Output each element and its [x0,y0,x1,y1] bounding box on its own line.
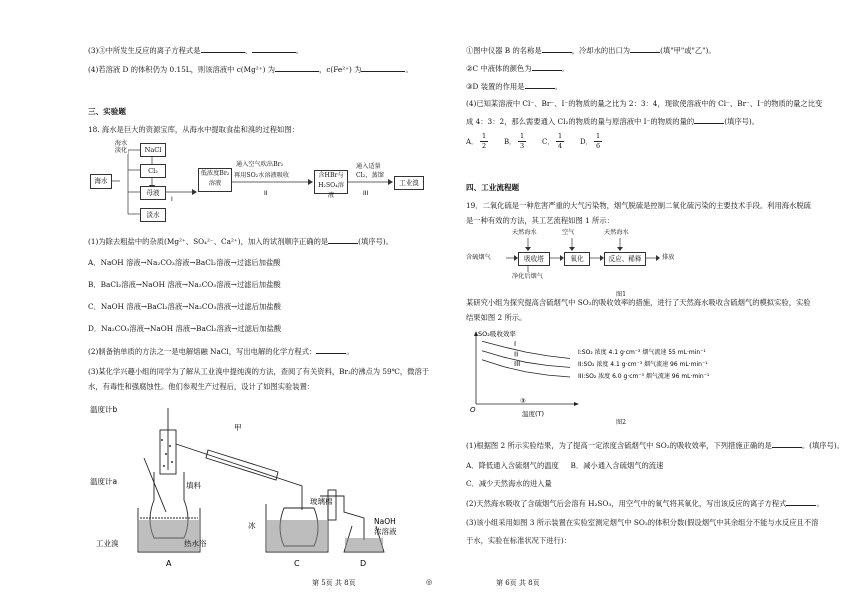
fraction-numerator: 1 [596,132,601,140]
q18-r2: ②C 中液体的颜色为 。 [466,64,569,73]
step-label-ii: II [264,190,268,197]
series-label-1: I [514,340,517,349]
q18-option-b: B．BaCl₂溶液→NaOH 溶液→Na₂CO₃溶液→过滤后加盐酸 [88,280,281,289]
q19-sub2: (2)天然海水吸收了含硫烟气后会溶有 H₂SO₃，用空气中的氧气将其氧化，写出该反应的离子方程式 。 [466,499,824,508]
q19-sub1-options-ab: A．降低通入含硫烟气的温度 B．减小通入含硫烟气的流速 [466,461,664,470]
q19-paragraph-line2: 结果如图 2 所示。 [466,313,527,322]
series-label-2: II [514,350,519,359]
chart-ylabel: SO₂吸收效率 [478,330,516,338]
flow-fresh-water: 淡水 [140,208,166,222]
label-hot-water-bath: 热水浴 [184,539,207,548]
label-ice: 冰 [248,521,256,530]
flow-low-br2: 低浓度Br₂溶液 [198,168,232,192]
q17-part4: (4)若溶液 D 的体积仍为 0.15L，则该溶液中 c(Mg²⁺) 为 ，c(Fe²⁺) 为 。 [88,65,413,74]
flow1-oxidation: 氧化 [564,252,590,266]
legend-entry-1: I:SO₂ 浓度 4.1 g·cm⁻³ 烟气流速 55 mL·min⁻¹ [578,349,706,356]
q19-sub3-line2: 于水，实验在标准状况下进行)： [466,536,572,545]
q18-sub3-line2: 水，有毒性和强腐蚀性。他们参观生产过程后，设计了如图实验装置： [88,382,315,391]
series-line-1 [482,341,570,358]
fraction-denominator: 4 [558,142,563,150]
q18-sub2: (2)制备钠单质的方法之一是电解熔融 NaCl，写出电解的化学方程式： 。 [88,347,354,356]
flow1-discharge: 排放 [662,254,675,261]
q18-option-d: D．Na₂CO₃溶液→NaOH 溶液→BaCl₂溶液→过滤后加盐酸 [88,324,282,333]
flow-desal: 海水淡化 [114,140,128,154]
flow1-absorber: 吸收塔 [518,252,550,266]
q19-sub1: (1)根据图 2 所示实验结果，为了提高一定浓度含硫烟气中 SO₂的吸收效率，下列措施正确的是 。(填序号)。 [466,441,845,450]
q19-stem-line1: 19．二氧化硫是一种危害严重的大气污染物，烟气脱硫是控制二氧化硫污染的主要技术手段。利用海水脱硫 [466,201,811,210]
label-thermometer-b: 温度计b [90,405,118,414]
fraction-denominator: 6 [596,142,601,150]
flow1-caption: 图1 [616,291,627,298]
q18-r4-line1: (4)已知某溶液中 Cl⁻、Br⁻、I⁻的物质的量之比为 2：3：4，现欲使溶液中的 Cl⁻、Br⁻、I⁻的物质的量之比变 [466,99,823,108]
flow1-reaction: 反应、稀释 [604,252,646,266]
q19-sub1-option-c: C．减少天然海水的进入量 [466,479,552,488]
q18-option-c: C．NaOH 溶液→BaCl₂溶液→Na₂CO₃溶液→过滤后加盐酸 [88,302,281,311]
label-packing: 填料 [186,481,201,490]
flow-hbr-h2so4: 含HBr与H₂SO₄溶液 [314,170,348,194]
q18-r1: ①图中仪器 B 的名称是 ，冷却水的出口为 (填"甲"或"乙")。 [466,46,716,55]
flow-seawater: 海水 [90,174,112,189]
step-label-iii: III [363,190,369,197]
flow1-seawater-1: 天然海水 [512,229,537,236]
footer-page-right: 第 6页 共 8页 [496,579,540,587]
flow-step3-top: 通入适量 [356,163,381,170]
label-c: C [294,559,300,568]
chart-origin: O [470,406,476,414]
step-label-i: I [171,196,173,203]
legend-entry-3: III:SO₂ 浓度 6.0 g·cm⁻³ 烟气流速 96 mL·min⁻¹ [578,373,710,380]
q18-stem: 18. 海水是巨大的资源宝库，从海水中提取食盐和溴的过程如图： [88,125,299,134]
flow1-seawater-2: 天然海水 [604,229,629,236]
fraction-numerator: 1 [520,132,525,140]
fraction-numerator: 1 [482,132,487,140]
chart-marker: ③ [520,397,526,405]
fraction-option-label: B． [504,138,517,146]
fraction-denominator: 3 [520,142,525,150]
q19-paragraph-line1: 某研究小组为探究提高含硫烟气中 SO₂的吸收效率的措施，进行了天然海水吸收含硫烟气的模拟实验，实验 [466,298,811,307]
flow-nacl: NaCl [140,143,166,157]
q19-stem-line2: 是一种有效的方法，其工艺流程如图 1 所示： [466,216,614,225]
legend-entry-2: II:SO₂ 浓度 4.1 g·cm⁻³ 烟气流速 96 mL·min⁻¹ [578,361,708,368]
label-jia: 甲 [234,423,242,432]
q18-flow-diagram [88,140,438,230]
flow-industrial-br: 工业溴 [394,176,424,190]
flow-cl2: Cl₂ [140,164,166,178]
fig2-svg [466,326,710,418]
q19-sub3-line1: (3)该小组采用如图 3 所示装置在实验室测定烟气中 SO₂的体积分数(假设烟气中其余组分不能与水反应且不溶 [466,518,819,527]
section-title-experiment: 三、实验题 [88,107,126,116]
fraction-option-label: C． [542,138,555,146]
chart-xlabel: 温度(T) [522,410,545,418]
label-naoh-conc: 浓溶液 [374,527,397,536]
label-a: A [166,559,172,568]
flow-mother-liquor: 母液 [140,186,166,200]
q18-r4-line2: 成 4：3：2，那么需要通入 Cl₂的物质的量与原溶液中 I⁻的物质的量的 (填序号)。 [466,117,760,126]
q18-sub1: (1)为除去粗盐中的杂质(Mg²⁺、SO₄²⁻、Ca²⁺)，加入的试剂顺序正确的是 (填序号)。 [88,237,394,246]
footer-center-mark: ◎ [426,578,433,586]
fig2-chart [466,326,816,428]
fraction-denominator: 2 [482,142,487,150]
label-d: D [360,559,367,568]
apparatus-drawing [88,400,438,572]
flow1-air: 空气 [562,229,575,236]
label-naoh: NaOH [374,517,396,526]
q18-option-a: A．NaOH 溶液→Na₂CO₃溶液→BaCl₂溶液→过滤后加盐酸 [88,258,281,267]
q18-r3: ③D 装置的作用是 。 [466,82,562,91]
label-thermometer-a: 温度计a [90,477,118,486]
q19-flow-diagram [466,228,816,308]
fraction-option-label: D． [580,138,593,146]
footer-page-left: 第 5页 共 8页 [312,579,356,587]
q17-part3: (3)③中所发生反应的离子方程式是 、 。 [88,46,304,55]
fig2-caption: 图2 [616,419,627,426]
flow-step2-top: 通入空气吹出Br₂ [236,161,284,168]
fraction-numerator: 1 [558,132,563,140]
fraction-option-label: A． [466,138,479,146]
fraction-options [466,132,666,154]
label-industrial-bromine: 工业溴 [96,539,119,548]
label-glass-wool: 玻璃棉 [310,497,333,506]
q18-sub3-line1: (3)某化学兴趣小组的同学为了解从工业溴中提纯溴的方法，查阅了有关资料，Br₂的沸点为 59℃，微溶于 [88,367,430,376]
flow-step3-bot: Cl₂，蒸馏 [356,172,384,179]
series-label-3: III [514,359,521,368]
flow1-clean-gas: 净化后烟气 [512,273,543,280]
flow1-sulfur-gas: 含硫烟气 [466,254,491,261]
section-title-process: 四、工业流程题 [466,183,520,192]
flow-step2-bot: 再用SO₂水溶液吸收 [234,172,290,179]
apparatus-figure [88,400,438,572]
series-line-2 [482,351,570,368]
